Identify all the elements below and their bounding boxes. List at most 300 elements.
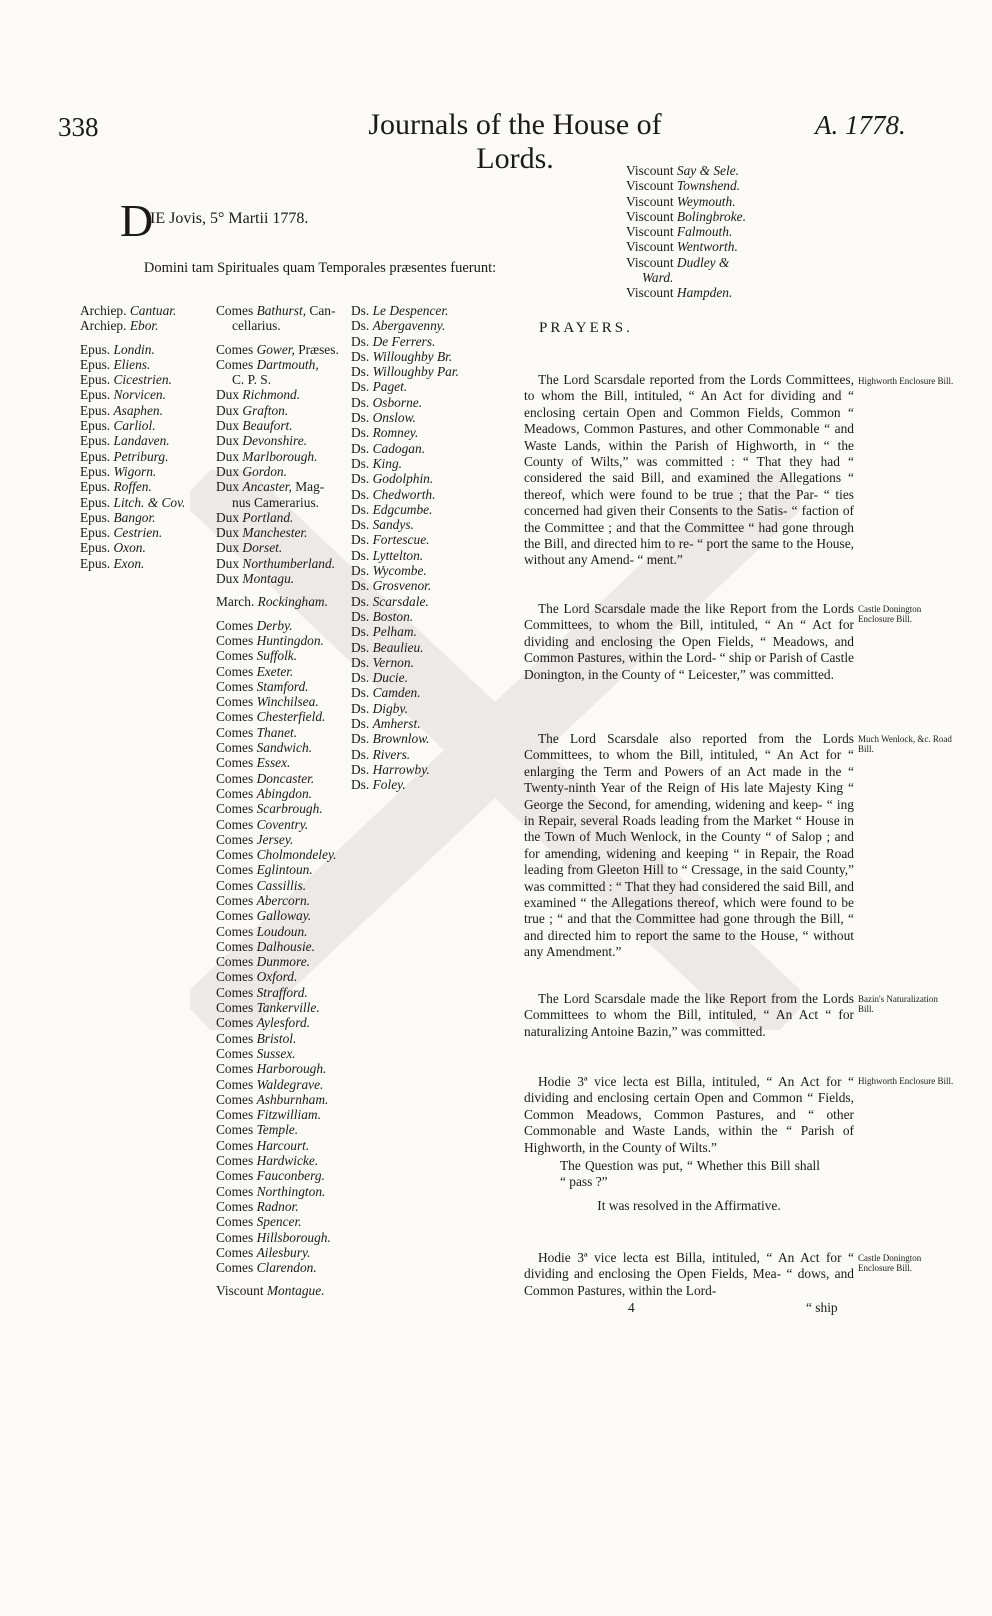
lord-title: Ds. (351, 608, 370, 624)
lord-name: Suffolk. (256, 648, 298, 664)
lord-title: Ds. (351, 333, 370, 349)
lord-name: Beaufort. (242, 418, 293, 434)
lord-entry (216, 594, 339, 609)
lord-entry (216, 893, 339, 908)
lord-entry (216, 1199, 339, 1214)
lord-entry (216, 418, 339, 433)
lord-title: Comes (216, 1076, 254, 1092)
lord-entry (216, 954, 339, 969)
lord-name: Landaven. (113, 433, 170, 449)
lord-title: Ds. (351, 685, 370, 701)
lord-name: Willoughby Par. (372, 364, 459, 380)
lord-name: Exon. (113, 555, 145, 571)
lord-entry (216, 817, 339, 832)
lord-entry (80, 540, 185, 555)
list-gap (216, 1275, 339, 1283)
lord-entry (626, 239, 746, 254)
lord-name: Fortescue. (372, 532, 430, 548)
lord-name: Digby. (372, 700, 408, 716)
list-gap (216, 334, 339, 342)
lord-name: Sandwich. (256, 740, 312, 756)
lord-name: Dunmore. (256, 954, 310, 970)
question-put (560, 1158, 820, 1191)
lord-name: Gordon. (242, 463, 287, 479)
lord-entry (216, 1283, 339, 1298)
lord-title: Comes (216, 831, 254, 847)
report-highworth (524, 372, 854, 569)
lord-office: cellarius. (232, 318, 281, 334)
lord-title: Ds. (351, 731, 370, 747)
lord-office: nus Camerarius. (232, 494, 320, 510)
lord-entry (351, 487, 459, 502)
lord-title: Epus. (80, 372, 111, 388)
lord-title: Dux (216, 571, 240, 587)
barons-list (351, 303, 459, 793)
lord-name: Abercorn. (256, 892, 310, 908)
lord-title: Comes (216, 892, 254, 908)
list-gap (216, 610, 339, 618)
lord-entry (351, 747, 459, 762)
lord-entry (216, 1046, 339, 1061)
lord-title: Ds. (351, 670, 370, 686)
lords-temporal-list (216, 303, 339, 1299)
lord-entry (216, 908, 339, 923)
question-text: The Question was put, “ Whether this Bill shall “ pass ?” (560, 1158, 820, 1190)
lord-title: Comes (216, 785, 254, 801)
lord-office: Can- (306, 303, 336, 318)
viscounts-list (626, 163, 746, 301)
lords-spiritual-list (80, 303, 185, 571)
lord-name: Portland. (242, 509, 294, 525)
lord-entry (351, 685, 459, 700)
lord-entry (216, 1061, 339, 1076)
lord-entry (216, 342, 339, 357)
lord-entry (216, 924, 339, 939)
lord-title: Epus. (80, 555, 111, 571)
lord-name: Vernon. (372, 654, 414, 670)
lord-title: Comes (216, 1045, 254, 1061)
lord-title: Ds. (351, 455, 370, 471)
lord-entry (351, 441, 459, 456)
lord-entry (216, 1184, 339, 1199)
lord-entry (80, 525, 185, 540)
margin-note: Bazin's Naturalization Bill. (858, 994, 938, 1014)
lord-title: Ds. (351, 624, 370, 640)
lord-name: Sandys. (372, 517, 414, 533)
lord-entry (216, 1031, 339, 1046)
lord-name: Eglintoun. (256, 862, 313, 878)
lord-title: Epus. (80, 433, 111, 449)
lord-entry (216, 403, 339, 418)
lord-entry (216, 847, 339, 862)
lord-name: Camden. (372, 685, 421, 701)
lord-entry (216, 571, 339, 586)
lord-entry (216, 709, 339, 724)
lord-entry (216, 525, 339, 540)
lord-name: Northumberland. (242, 555, 336, 571)
lord-name: Bolingbroke. (676, 208, 746, 224)
lord-entry (80, 342, 185, 357)
lord-entry (216, 832, 339, 847)
lord-entry (351, 471, 459, 486)
signature-mark: 4 (628, 1300, 635, 1315)
lord-title: Comes (216, 801, 254, 817)
lord-title: Comes (216, 1137, 254, 1153)
lord-entry (351, 640, 459, 655)
lord-name: Asaphen. (113, 402, 163, 418)
lord-entry (216, 510, 339, 525)
lord-title: Comes (216, 1061, 254, 1077)
lord-title: Comes (216, 1214, 254, 1230)
lord-name: Doncaster. (256, 770, 315, 786)
lord-entry (351, 762, 459, 777)
lord-entry (626, 285, 746, 300)
lord-entry (216, 1107, 339, 1122)
lord-title: Viscount (626, 163, 674, 178)
lord-entry (216, 1077, 339, 1092)
lord-name: Fitzwilliam. (256, 1107, 321, 1123)
lord-entry (216, 618, 339, 633)
lord-title: Comes (216, 648, 254, 664)
lord-entry (216, 303, 339, 318)
lord-name: Harrowby. (372, 761, 430, 777)
lord-title: Viscount (626, 254, 674, 270)
lord-entry (216, 357, 339, 372)
lord-title: Comes (216, 770, 254, 786)
lord-title: Dux (216, 555, 240, 571)
lord-name: Hillsborough. (256, 1229, 331, 1245)
lord-title: Epus. (80, 540, 111, 556)
lord-name: Cassillis. (256, 877, 307, 893)
lord-entry (216, 1168, 339, 1183)
lord-entry (626, 209, 746, 224)
lord-title: Dux (216, 402, 240, 418)
lord-title: Epus. (80, 479, 111, 495)
lord-title: Comes (216, 1153, 254, 1169)
lord-title: Dux (216, 479, 240, 495)
paragraph-text: The Lord Scarsdale also reported from the Lords Committees, to whom the Bill, intituled, “ An Act for “ enlarging the Term and Powers of an Act made in the “ Twenty-ninth Year of the Reign of His late Majesty King “ George the Second, for amending, widening and keep- “ ing in Repair, several Roads leading from the Market “ House in the Town of Much Wenlock, in the County “ of Salop ; and for amending, widening and keeping “ in Repair, the Road leading from Gleeton Hill to “ Cressage, in the said County,” was committed : “ That they had considered the said Bill, and examined “ the Allegations thereof, which were found to be true ; “ and that the Committee had gone through the Bill, “ and directed him to report the same to the House, “ without any Amendment.” (524, 731, 854, 960)
lord-name: Harcourt. (256, 1137, 310, 1153)
lord-name: Temple. (256, 1122, 299, 1138)
lord-entry (80, 372, 185, 387)
lord-entry (216, 725, 339, 740)
lord-entry (626, 224, 746, 239)
margin-note: Castle Donington Enclosure Bill. (858, 1253, 922, 1273)
lord-entry (351, 425, 459, 440)
lord-entry (351, 731, 459, 746)
lord-title: Comes (216, 877, 254, 893)
lord-name: Galloway. (256, 908, 312, 924)
lord-title: Comes (216, 1015, 254, 1031)
lord-title: Comes (216, 1000, 254, 1016)
lord-title: Ds. (351, 563, 370, 579)
lord-title: Comes (216, 1244, 254, 1260)
resolution (524, 1198, 854, 1214)
lord-name: Bristol. (256, 1030, 297, 1046)
lord-name: Dalhousie. (256, 938, 315, 954)
lord-title: Comes (216, 954, 254, 970)
lord-name: Grosvenor. (372, 578, 432, 594)
lord-title: Comes (216, 1260, 254, 1276)
lord-title: Dux (216, 525, 240, 541)
lord-entry (216, 433, 339, 448)
margin-note: Much Wenlock, &c. Road Bill. (858, 734, 952, 754)
lord-entry (351, 456, 459, 471)
lord-entry (216, 1015, 339, 1030)
lord-name: Cholmondeley. (256, 847, 337, 863)
lord-entry (351, 609, 459, 624)
lord-title: Viscount (626, 285, 674, 301)
lord-name: Bangor. (113, 509, 156, 525)
lord-entry (626, 194, 746, 209)
lord-entry (216, 755, 339, 770)
lord-name: Rockingham. (257, 594, 328, 610)
third-reading-castle-donington (524, 1250, 854, 1299)
lord-title: Epus. (80, 448, 111, 464)
lord-name: Scarbrough. (256, 801, 323, 817)
lord-name: Dudley & (676, 254, 730, 270)
lord-name: Chesterfield. (256, 709, 326, 725)
lord-title: Epus. (80, 387, 111, 403)
lord-name: Loudoun. (256, 923, 308, 939)
lord-entry (216, 1138, 339, 1153)
lord-name: Montagu. (242, 571, 295, 587)
lord-title: Comes (216, 923, 254, 939)
running-title: Journals of the House of Lords. (368, 108, 662, 175)
lord-entry (216, 449, 339, 464)
lord-entry (216, 939, 339, 954)
lord-title: Comes (216, 356, 254, 372)
lord-entry (216, 1230, 339, 1245)
lord-name: De Ferrers. (372, 333, 436, 349)
lord-entry (351, 318, 459, 333)
lord-name: Beaulieu. (372, 639, 424, 655)
lord-entry (80, 479, 185, 494)
lord-entry (216, 985, 339, 1000)
lord-name: Chedworth. (372, 486, 436, 502)
lord-office: C. P. S. (232, 372, 272, 388)
lord-name: Dorset. (242, 540, 283, 556)
lord-name: Cadogan. (372, 440, 426, 456)
lord-title: Comes (216, 724, 254, 740)
lord-title: Dux (216, 418, 240, 434)
lord-name: Tankerville. (256, 1000, 320, 1016)
lord-name: Litch. & Cov. (113, 494, 186, 510)
lord-entry (626, 163, 746, 178)
lord-name: Hampden. (676, 285, 733, 301)
lord-title: Comes (216, 862, 254, 878)
lord-title: Ds. (351, 471, 370, 487)
lord-name: Spencer. (256, 1214, 302, 1230)
lord-entry (216, 633, 339, 648)
lord-title: Comes (216, 938, 254, 954)
lord-title: Comes (216, 984, 254, 1000)
lord-title: Epus. (80, 525, 111, 541)
lord-title: Comes (216, 969, 254, 985)
lord-name: Onslow. (372, 410, 416, 426)
lord-name: Bathurst, (256, 303, 307, 318)
report-bazin (524, 991, 854, 1040)
lord-title: Epus. (80, 402, 111, 418)
lord-title: Epus. (80, 356, 111, 372)
lord-title: Epus. (80, 494, 111, 510)
lord-name: Falmouth. (676, 224, 733, 240)
lord-title: Comes (216, 740, 254, 756)
lord-entry (351, 303, 459, 318)
lord-entry (216, 694, 339, 709)
lord-name: Devonshire. (242, 433, 308, 449)
lord-title: Viscount (216, 1283, 264, 1299)
lord-name: Gower, (256, 341, 295, 357)
lord-name: Paget. (372, 379, 408, 395)
lord-name: Norvicen. (113, 387, 166, 403)
lord-title: Ds. (351, 578, 370, 594)
lord-title: Viscount (626, 178, 674, 194)
lord-title: Comes (216, 1107, 254, 1123)
lord-name: Abergavenny. (372, 318, 446, 334)
lord-entry (351, 395, 459, 410)
lord-title: Epus. (80, 509, 111, 525)
lord-title: March. (216, 594, 255, 610)
lord-entry (351, 594, 459, 609)
lord-entry (626, 270, 746, 285)
lord-title: Comes (216, 694, 254, 710)
lord-entry (351, 334, 459, 349)
lord-title: Ds. (351, 303, 370, 318)
lord-entry (216, 679, 339, 694)
paragraph-text: Hodie 3ª vice lecta est Billa, intituled, “ An Act for “ dividing and enclosing certain Open and Common “ Fields, Common Meadows, Common Pastures, and “ other Commonable and Waste Lands, within the “ Parish of Highworth, in the County of Wilts.” (524, 1074, 854, 1155)
lord-title: Comes (216, 617, 254, 633)
lord-title: Ds. (351, 486, 370, 502)
lord-title: Comes (216, 1091, 254, 1107)
lord-name: Cantuar. (129, 303, 177, 318)
lord-name: Wigorn. (113, 463, 157, 479)
paragraph-text: The Lord Scarsdale made the like Report from the Lords Committees, to whom the Bill, intituled, “ An “ Act for dividing and enclosing the Open Fields, “ Meadows, and Common Pastures, within the Lord- “ ship or Parish of Castle Donington, in the County of “ Leicester,” was committed. (524, 601, 854, 682)
lord-name: Winchilsea. (256, 694, 319, 710)
lord-entry (351, 379, 459, 394)
lord-name: Oxford. (256, 969, 298, 985)
lord-name: Stamford. (256, 678, 309, 694)
lord-entry (216, 648, 339, 663)
lord-entry (351, 777, 459, 792)
lord-entry (80, 387, 185, 402)
lord-title: Comes (216, 663, 254, 679)
lord-name: Amherst. (372, 716, 421, 732)
lord-title: Epus. (80, 341, 111, 357)
lord-name: Wycombe. (372, 563, 427, 579)
lord-entry (351, 655, 459, 670)
lord-title: Comes (216, 755, 254, 771)
lord-title: Comes (216, 678, 254, 694)
lord-name: Huntingdon. (256, 632, 324, 648)
lord-title: Dux (216, 509, 240, 525)
lord-title: Comes (216, 709, 254, 725)
lord-entry (216, 1245, 339, 1260)
lord-title: Ds. (351, 379, 370, 395)
lord-name: Say & Sele. (676, 163, 740, 178)
lord-title: Ds. (351, 440, 370, 456)
lord-title: Comes (216, 1229, 254, 1245)
lord-name: Aylesford. (256, 1015, 310, 1031)
lord-entry (80, 449, 185, 464)
lord-title: Comes (216, 341, 254, 357)
lord-name: Roffen. (113, 479, 152, 495)
lord-entry (216, 862, 339, 877)
lord-title: Viscount (626, 224, 674, 240)
lord-name: Manchester. (242, 525, 308, 541)
lord-entry (216, 495, 339, 510)
lord-entry (351, 502, 459, 517)
lord-name: Essex. (256, 755, 291, 771)
lord-title: Comes (216, 1030, 254, 1046)
lord-name: Foley. (372, 777, 406, 793)
lord-title: Ds. (351, 348, 370, 364)
lord-name: King. (372, 455, 402, 471)
section-heading: PRAYERS. (539, 320, 633, 336)
lord-name: Cestrien. (113, 525, 163, 541)
lord-entry (351, 548, 459, 563)
margin-note: Castle Donington Enclosure Bill. (858, 604, 922, 624)
lord-title: Ds. (351, 593, 370, 609)
lord-entry (80, 433, 185, 448)
lord-entry (80, 303, 185, 318)
lord-title: Ds. (351, 517, 370, 533)
lord-entry (626, 255, 746, 270)
lord-title: Dux (216, 463, 240, 479)
lord-name: Northington. (256, 1183, 326, 1199)
lord-entry (216, 740, 339, 755)
lord-entry (216, 1153, 339, 1168)
lord-entry (216, 318, 339, 333)
lord-title: Ds. (351, 746, 370, 762)
attendance-heading: Domini tam Spirituales quam Temporales præsentes fuerunt: (143, 260, 497, 276)
lord-entry (216, 878, 339, 893)
lord-title: Ds. (351, 639, 370, 655)
lord-name: Waldegrave. (256, 1076, 324, 1092)
lord-entry (351, 364, 459, 379)
margin-note: Highworth Enclosure Bill. (858, 376, 954, 386)
lord-title: Ds. (351, 761, 370, 777)
lord-name: Boston. (372, 608, 414, 624)
lord-title: Ds. (351, 777, 370, 793)
lord-entry (80, 357, 185, 372)
lord-entry (216, 771, 339, 786)
lord-name: Ebor. (129, 318, 159, 334)
lord-entry (80, 464, 185, 479)
lord-name: Petriburg. (113, 448, 169, 464)
lord-title: Dux (216, 387, 240, 403)
lord-name: Abingdon. (256, 785, 312, 801)
lord-name: Edgcumbe. (372, 501, 433, 517)
lord-name: Ailesbury. (256, 1244, 311, 1260)
lord-name: Godolphin. (372, 471, 434, 487)
lord-title: Ds. (351, 654, 370, 670)
lord-name: Brownlow. (372, 731, 430, 747)
lord-name: Ashburnham. (256, 1091, 329, 1107)
lord-entry (216, 556, 339, 571)
catchword: “ ship (806, 1300, 838, 1315)
lord-title: Comes (216, 1183, 254, 1199)
lord-title: Comes (216, 632, 254, 648)
lord-title: Dux (216, 433, 240, 449)
lord-title: Comes (216, 908, 254, 924)
lord-title: Comes (216, 1122, 254, 1138)
lord-entry (216, 969, 339, 984)
lord-entry (351, 578, 459, 593)
lord-name: Hardwicke. (256, 1153, 319, 1169)
lord-entry (216, 1000, 339, 1015)
lord-name: Le Despencer. (372, 303, 449, 318)
